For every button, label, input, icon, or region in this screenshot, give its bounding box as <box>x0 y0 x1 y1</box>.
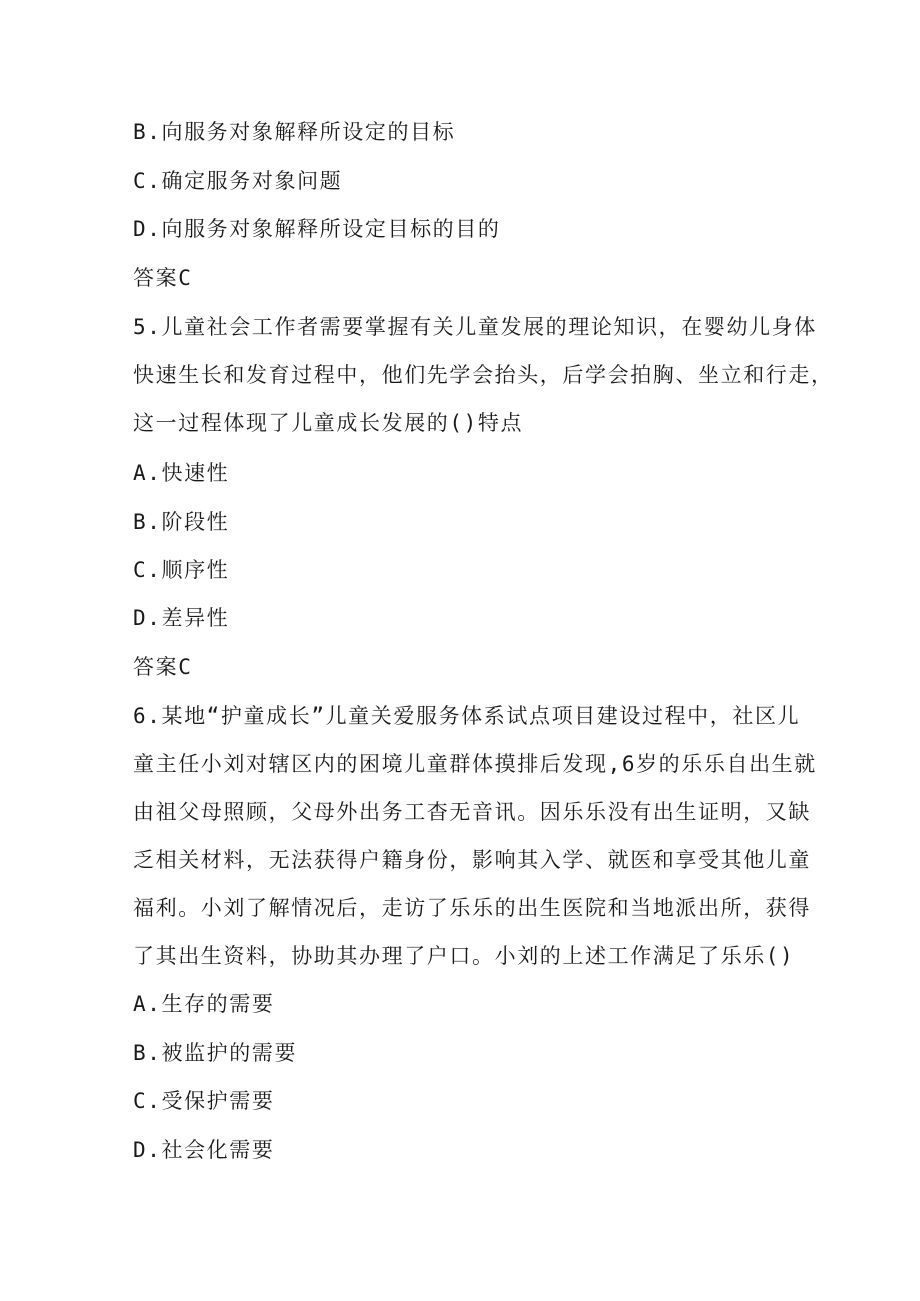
q5-stem-line: 这一过程体现了儿童成长发展的()特点 <box>133 411 524 435</box>
q5-option-a: A.快速性 <box>133 461 230 485</box>
q4-option-d: D.向服务对象解释所设定目标的目的 <box>133 217 501 241</box>
q6-option-c: C.受保护需要 <box>133 1089 275 1113</box>
q6-stem-line: 乏相关材料，无法获得户籍身份，影响其入学、就医和享受其他儿童 <box>133 848 811 872</box>
q5-option-b: B.阶段性 <box>133 510 230 534</box>
q6-stem-line: 6.某地“护童成长”儿童关爱服务体系试点项目建设过程中，社区儿 <box>133 704 801 728</box>
q6-stem-line: 了其出生资料，协助其办理了户口。小刘的上述工作满足了乐乐() <box>133 944 795 968</box>
q6-stem-line: 由祖父母照顾，父母外出务工杳无音讯。因乐乐没有出生证明，又缺 <box>133 800 811 824</box>
q4-answer: 答案C <box>133 266 193 290</box>
q5-stem <box>133 315 834 435</box>
q5-answer: 答案C <box>133 655 193 679</box>
q6-stem <box>133 704 817 968</box>
q5-option-c: C.顺序性 <box>133 558 230 582</box>
q6-option-d: D.社会化需要 <box>133 1138 275 1162</box>
q5-option-d: D.差异性 <box>133 606 230 630</box>
q6-stem-line: 福利。小刘了解情况后，走访了乐乐的出生医院和当地派出所，获得 <box>133 896 811 920</box>
q5-stem-line: 快速生长和发育过程中，他们先学会抬头，后学会拍胸、坐立和行走， <box>133 363 834 387</box>
q6-option-a: A.生存的需要 <box>133 992 275 1016</box>
q6-option-b: B.被监护的需要 <box>133 1041 298 1065</box>
q4-option-b: B.向服务对象解释所设定的目标 <box>133 120 456 144</box>
q6-stem-line: 童主任小刘对辖区内的困境儿童群体摸排后发现,6岁的乐乐自出生就 <box>133 752 817 776</box>
q5-stem-line: 5.儿童社会工作者需要掌握有关儿童发展的理论知识，在婴幼儿身体 <box>133 315 817 339</box>
q4-option-c: C.确定服务对象问题 <box>133 169 343 193</box>
